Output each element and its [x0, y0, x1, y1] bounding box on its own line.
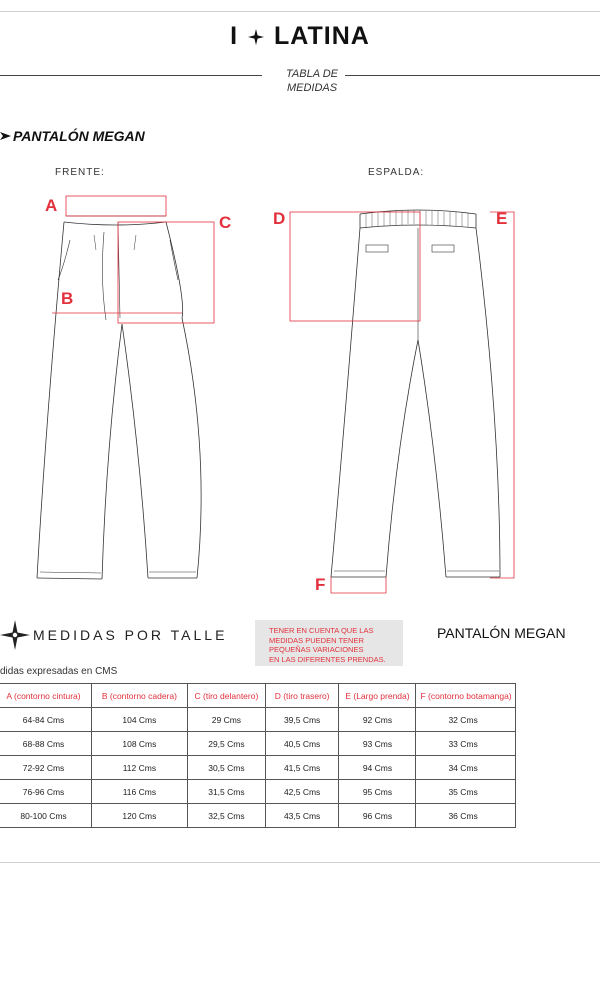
cell-b: 112 Cms	[91, 756, 187, 780]
marker-f: F	[315, 575, 326, 594]
table-row	[0, 732, 516, 756]
header-f: F (contorno botamanga)	[416, 684, 516, 708]
cell-a: 80-100 Cms	[0, 804, 91, 828]
table-header-row	[0, 684, 516, 708]
table-row	[0, 804, 516, 828]
section-title	[0, 620, 227, 650]
cell-c: 30,5 Cms	[188, 756, 266, 780]
four-point-star-icon	[0, 620, 30, 650]
front-view-label: FRENTE:	[55, 167, 105, 178]
cell-d: 43,5 Cms	[265, 804, 339, 828]
doc-title-line2: MEDIDAS	[286, 82, 338, 94]
cell-e: 95 Cms	[339, 780, 416, 804]
cell-f: 33 Cms	[416, 732, 516, 756]
back-pants-drawing	[331, 210, 500, 577]
marker-d: D	[273, 209, 286, 228]
cell-c: 32,5 Cms	[188, 804, 266, 828]
variation-note	[255, 620, 403, 666]
cell-a: 76-96 Cms	[0, 780, 91, 804]
cell-a: 72-92 Cms	[0, 756, 91, 780]
pants-technical-drawing	[0, 190, 600, 600]
marker-b: B	[61, 289, 74, 308]
cell-d: 39,5 Cms	[265, 708, 339, 732]
cell-d: 40,5 Cms	[265, 732, 339, 756]
product-title	[0, 128, 145, 144]
note-line: PEQUEÑAS VARIACIONES	[269, 645, 364, 654]
cell-b: 108 Cms	[91, 732, 187, 756]
cell-b: 116 Cms	[91, 780, 187, 804]
title-rule-left	[0, 75, 262, 76]
table-row	[0, 756, 516, 780]
front-pants-drawing	[37, 216, 201, 579]
brand-logo	[0, 22, 600, 51]
cell-c: 31,5 Cms	[188, 780, 266, 804]
header-c: C (tiro delantero)	[188, 684, 266, 708]
size-table	[0, 683, 516, 828]
back-view-label: ESPALDA:	[368, 167, 425, 178]
marker-a: A	[45, 196, 58, 215]
section-title-text: MEDIDAS POR TALLE	[33, 627, 228, 643]
cell-f: 35 Cms	[416, 780, 516, 804]
doc-title	[262, 67, 362, 95]
cell-e: 96 Cms	[339, 804, 416, 828]
bottom-rule	[0, 862, 600, 863]
cell-e: 92 Cms	[339, 708, 416, 732]
header-a: A (contorno cintura)	[0, 684, 91, 708]
header-b: B (contorno cadera)	[91, 684, 187, 708]
title-rule-right	[345, 75, 600, 76]
cell-c: 29,5 Cms	[188, 732, 266, 756]
units-note: didas expresadas en CMS	[0, 666, 118, 677]
table-row	[0, 708, 516, 732]
star-icon	[248, 29, 264, 45]
table-row	[0, 780, 516, 804]
cell-f: 32 Cms	[416, 708, 516, 732]
cell-e: 93 Cms	[339, 732, 416, 756]
top-rule	[0, 11, 600, 12]
back-measure-guides	[290, 212, 514, 593]
marker-c: C	[219, 213, 232, 232]
cell-e: 94 Cms	[339, 756, 416, 780]
cell-a: 64-84 Cms	[0, 708, 91, 732]
cell-a: 68-88 Cms	[0, 732, 91, 756]
note-line: EN LAS DIFERENTES PRENDAS.	[269, 654, 386, 664]
cell-c: 29 Cms	[188, 708, 266, 732]
cell-b: 104 Cms	[91, 708, 187, 732]
brand-right: LATINA	[274, 22, 370, 50]
cell-d: 41,5 Cms	[265, 756, 339, 780]
marker-e: E	[496, 209, 508, 228]
front-measure-guides	[52, 196, 214, 323]
note-line: TENER EN CUENTA QUE LAS	[269, 626, 374, 635]
header-e: E (Largo prenda)	[339, 684, 416, 708]
header-d: D (tiro trasero)	[265, 684, 339, 708]
cell-f: 36 Cms	[416, 804, 516, 828]
cell-d: 42,5 Cms	[265, 780, 339, 804]
cell-f: 34 Cms	[416, 756, 516, 780]
brand-left: I	[230, 22, 239, 50]
product-title-text: PANTALÓN MEGAN	[13, 128, 145, 144]
note-line: MEDIDAS PUEDEN TENER	[269, 635, 364, 645]
doc-title-line1: TABLA DE	[286, 68, 338, 80]
product-title-secondary: PANTALÓN MEGAN	[437, 625, 566, 641]
arrow-icon	[0, 131, 11, 141]
cell-b: 120 Cms	[91, 804, 187, 828]
